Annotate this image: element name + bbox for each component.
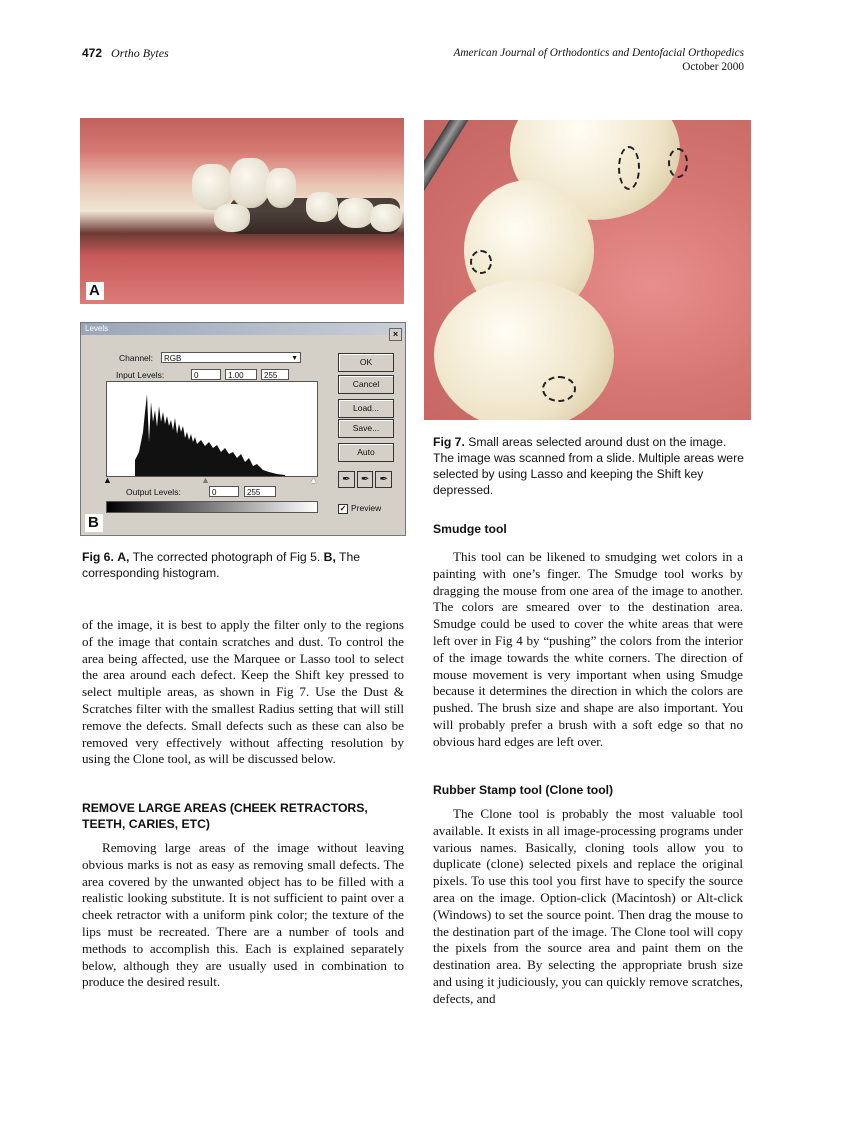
right-column-clone-para [433,806,743,1008]
eyedropper-group [338,471,392,488]
paragraph: The Clone tool is probably the most valuable tool available. It exists in all image-processing programs under various names. Basically, cloning tools allow you to duplicate (clone) selected pixels and replace the original pixels. To use this tool you first have to specify the source area on the image. Option-click (Macintosh) or Alt-click (Windows) to set the source point. Then drag the mouse to the destination part of the image. The Clone tool will copy the pixels from the source area and paint them on the destination area. By selecting the appropriate brush size and using it judiciously, you can quickly remove scratches, defects, and [433,806,743,1006]
fig6b-levels-dialog [80,322,406,536]
fig6-caption-mid: The corrected photograph of Fig 5. [132,550,321,564]
left-column-para2 [82,840,404,991]
paragraph: of the image, it is best to apply the filter only to the regions of the image that contain scratches and dust. To control the area being affected, use the Marquee or Lasso tool to select the area around each defect. Keep the Shift key pressed to select multiple areas, as shown in Fig 7. Use the Dust & Scratches filter with the smallest Radius setting that will still remove the defects. Small defects such as these can also be removed very effectively without affecting resolution by using the Clone tool, as will be discussed below. [82,617,404,767]
running-header-left [82,46,169,61]
dialog-title: Levels [81,323,405,335]
fig6-caption-b: B, [323,550,336,564]
chevron-down-icon: ▼ [291,355,298,362]
tooth [306,192,338,222]
dental-instrument [424,120,480,228]
slider-handle-white[interactable]: ▲ [309,475,318,485]
input-levels-label: Input Levels: [116,370,165,380]
eyedropper-gray-icon[interactable]: ✒ [357,471,374,488]
input-level-gamma[interactable]: 1.00 [225,369,257,380]
fig6-caption [82,549,404,581]
tooth [214,204,250,232]
right-column-smudge-para [433,549,743,751]
page-number: 472 [82,46,103,60]
paragraph: This tool can be likened to smudging wet colors in a painting with one’s finger. The Smudge tool works by dragging the mouse from one area of the image to another. The colors are smeared over to the destination area. Smudge could be used to cover the white areas that were left over in Fig 4 by “pushing” the colors from the interior of the image towards the white corners. The direction of mouse movement is very important when using Smudge because it determines the direction in which the colors are pushed. The brush size and shape are also important. You will probably prefer a brush with a soft edge so that no obvious hard edges are left over. [433,549,743,749]
slider-handle-black[interactable]: ▲ [103,475,112,485]
section-heading-remove-large-areas: REMOVE LARGE AREAS (CHEEK RETRACTORS, TEETH, CARIES, ETC) [82,801,368,831]
histogram-plot [107,382,317,476]
fig7-caption-text: Small areas selected around dust on the image. The image was scanned from a slide. Multiple areas were selected by using Lasso and keeping the Shift key depressed. [433,435,744,497]
left-column-para1 [82,617,404,768]
fig6-caption-a: A, [117,550,130,564]
section-heading-smudge-tool: Smudge tool [433,522,507,536]
tooth [338,198,374,228]
fig7-photograph [424,120,751,420]
fig7-caption-label: Fig 7. [433,435,465,449]
output-levels-label: Output Levels: [126,487,181,497]
issue-date: October 2000 [682,61,744,73]
selection-marquee [470,250,492,274]
channel-value: RGB [164,354,182,363]
close-icon[interactable]: × [389,328,402,341]
slider-handle-gamma[interactable]: ▲ [201,475,210,485]
preview-label: Preview [351,503,382,513]
histogram [106,381,318,477]
eyedropper-black-icon[interactable]: ✒ [338,471,355,488]
fig6-caption-label: Fig 6. [82,550,114,564]
histogram-shape [135,394,285,476]
channel-label: Channel: [119,353,154,363]
input-level-white[interactable]: 255 [261,369,289,380]
cancel-button[interactable]: Cancel [338,375,394,394]
fig6-caption-end: The corresponding histogram. [82,550,361,580]
load-button[interactable]: Load... [338,399,394,418]
channel-select[interactable] [161,352,301,363]
journal-title: American Journal of Orthodontics and Dentofacial Orthopedics [453,47,744,59]
selection-marquee [618,146,640,190]
section-heading-clone-tool: Rubber Stamp tool (Clone tool) [433,783,614,797]
tooth [266,168,296,208]
ok-button[interactable]: OK [338,353,394,372]
eyedropper-white-icon[interactable]: ✒ [375,471,392,488]
paragraph: Removing large areas of the image without leaving obvious marks is not as easy as removing small defects. The area covered by the unwanted object has to be filled with a realistic looking substitute. It is not sufficient to paint over a cheek retractor with a uniform pink color; the texture of the lips must be recreated. There are a number of tools and methods to accomplish this. Each is explained separately below, although they are usually used in combination to produce the desired result. [82,840,404,990]
output-gradient [106,501,318,513]
panel-label-a: A [86,282,104,300]
panel-label-b: B [85,514,103,532]
selection-marquee [668,148,688,178]
running-header-right [453,46,744,74]
input-level-black[interactable]: 0 [191,369,221,380]
output-level-white[interactable]: 255 [244,486,276,497]
save-button[interactable]: Save... [338,419,394,438]
fig7-caption [433,434,749,498]
tooth [230,158,270,208]
tooth [370,204,402,232]
tooth [434,280,614,420]
section-title: Ortho Bytes [111,46,169,60]
auto-button[interactable]: Auto [338,443,394,462]
selection-marquee [542,376,576,402]
checkmark-icon: ✓ [339,503,347,513]
preview-checkbox[interactable] [338,503,381,514]
fig6a-photograph [80,118,404,304]
output-level-black[interactable]: 0 [209,486,239,497]
